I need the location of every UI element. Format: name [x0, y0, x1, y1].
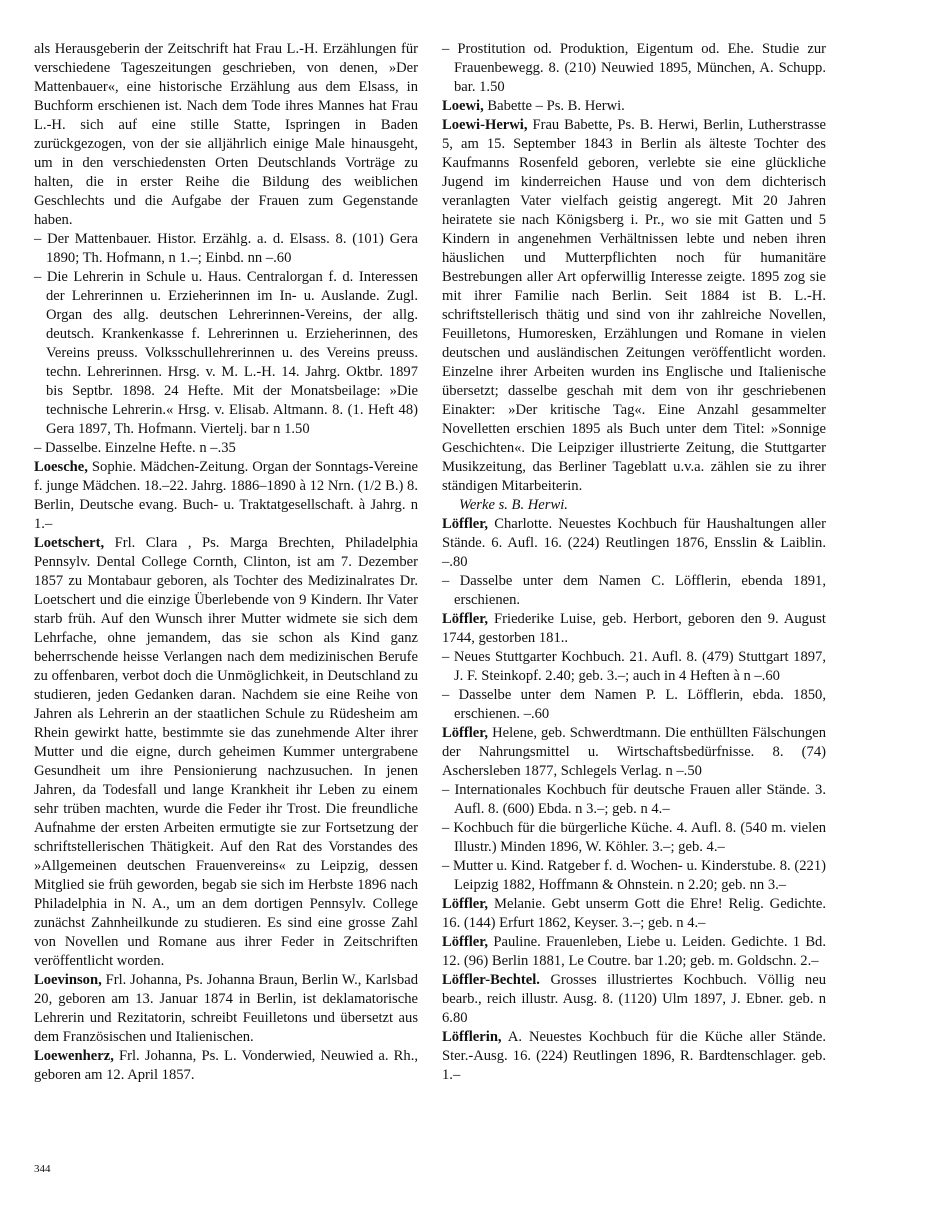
right-column	[442, 40, 826, 1085]
entry-head: Loetschert,	[34, 535, 105, 551]
sub-entry: – Dasselbe. Einzelne Hefte. n –.35	[34, 440, 236, 456]
entry-continuation: als Herausgeberin der Zeitschrift hat Frau L.-H. Erzählungen für verschiedene Tageszeitungen geschrieben, von denen, »Der Mattenbauer«, eine historische Erzählung aus dem Elsass, in Buchform erschienen ist. Nach dem Tode ihres Mannes hat Frau L.-H. sich auf eine stille Statte, Ispringen in Baden zurückgezogen, von der sie alljährlich einige Male hinausgeht, um in den verschiedensten Orten Deutschlands Vorträge zu halten, die in erster Reihe die Bildung des weiblichen Geschlechts und die Aufgabe der Frauen zum Gegenstande haben.	[34, 41, 418, 228]
entry-head: Loewenherz,	[34, 1048, 114, 1064]
entry	[442, 116, 826, 496]
page-number: 344	[34, 1163, 51, 1175]
entry-head: Löffler,	[442, 934, 489, 950]
sub-entry: – Prostitution od. Produktion, Eigentum od. Ehe. Studie zur Frauenbewegg. 8. (210) Neuwied 1895, München, A. Schupp. bar. 1.50	[442, 41, 826, 95]
sub-entry: – Neues Stuttgarter Kochbuch. 21. Aufl. 8. (479) Stuttgart 1897, J. F. Steinkopf. 2.40; geb. 3.–; auch in 4 Heften à n –.60	[442, 649, 826, 684]
sub-entry: – Kochbuch für die bürgerliche Küche. 4. Aufl. 8. (540 m. vielen Illustr.) Minden 1896, W. Köhler. 3.–; geb. 4.–	[442, 820, 826, 855]
entry	[34, 1047, 418, 1085]
entry	[442, 971, 826, 1028]
entry-head: Loesche,	[34, 459, 88, 475]
entry-head: Loevinson,	[34, 972, 102, 988]
entry-head: Löfflerin,	[442, 1029, 502, 1045]
sub-entry: – Dasselbe unter dem Namen P. L. Löfflerin, ebda. 1850, erschienen. –.60	[442, 687, 826, 722]
entry	[34, 458, 418, 534]
entry-text: Frau Babette, Ps. B. Herwi, Berlin, Lutherstrasse 5, am 15. September 1843 in Berlin als älteste Tochter des Kaufmanns Rosenfeld geboren, verlebte sie eine glückliche Jugend im kinderreichen Hause und von dem dichterisch veranlagten Vater vielfach geistig angeregt. Mit 20 Jahren heiratete sie nach Königsberg i. Pr., wo sie mit Gatten und 5 Kindern in angenehmen Verhältnissen lebte und neben ihren häuslichen und Mutterpflichten noch für humanitäre Bestrebungen aller Art opferwillig Interesse zeigte. 1895 zog sie mit ihrer Familie nach Berlin. Seit 1884 ist B. L.-H. schriftstellerisch thätig und sind von ihr zahlreiche Novellen, Feuilletons, Humoresken, Erzählungen und Romane in vielen deutschen und ausländischen Zeitungen veröffentlicht worden. Einzelne ihrer Arbeiten wurden ins Englische und Italienische übersetzt; dasselbe geschah mit dem von ihr geschriebenen Einakter: »Der kritische Tag«. Eine Anzahl gesammelter Novelletten erschien 1895 als Buch unter dem Titel: »Sonnige Geschichten«. Die Leipziger illustrierte Zeitung, die Stuttgarter Musikzeitung, das Berliner Tageblatt u.v.a. zählen sie zu ihrer ständigen Mitarbeiterin.	[442, 117, 826, 494]
entry	[34, 534, 418, 971]
entry	[442, 515, 826, 572]
entry	[442, 933, 826, 971]
entry-text: Babette – Ps. B. Herwi.	[487, 98, 625, 114]
sub-entry: – Mutter u. Kind. Ratgeber f. d. Wochen- u. Kinderstube. 8. (221) Leipzig 1882, Hoffmann & Ohnstein. n 2.20; geb. nn 3.–	[442, 858, 826, 893]
entry	[34, 971, 418, 1047]
entry	[442, 724, 826, 781]
entry-text: A. Neuestes Kochbuch für die Küche aller Stände. Ster.-Ausg. 16. (224) Reutlingen 1896, R. Bardtenschlager. geb. 1.–	[442, 1029, 826, 1083]
entry-head: Löffler,	[442, 725, 489, 741]
entry-text: Frl. Johanna, Ps. L. Vonderwied, Neuwied a. Rh., geboren am 12. April 1857.	[34, 1048, 418, 1083]
entry-head: Loewi-Herwi,	[442, 117, 528, 133]
entry-text: Friederike Luise, geb. Herbort, geboren den 9. August 1744, gestorben 181..	[442, 611, 826, 646]
entry-text: Helene, geb. Schwerdtmann. Die enthüllten Fälschungen der Nahrungsmittel u. Wirtschaftsbedürfnisse. 8. (74) Aschersleben 1877, Schlegels Verlag. n –.50	[442, 725, 826, 779]
entry-text: Frl. Clara , Ps. Marga Brechten, Philadelphia Pennsylv. Dental College Cornth, Clinton, ist am 7. Dezember 1857 zu Montabaur geboren, als Tochter des Medizinalrates Dr. Loetschert und die einzige Überlebende von 9 Kindern. Ihr Vater starb früh. Auf den Wunsch ihrer Mutter widmete sie sich dem Lehrfache, ohne jemandem, das sie schon als Kind ganz beherrschende heisse Verlangen nach dem medizinischen Berufe zu offenbaren, verbot doch die Unmöglichkeit, in Deutschland zu studieren, jeden Gedanken daran. Nachdem sie eine Reihe von Jahren als Lehrerin an der staatlichen Schule zu Rüdesheim am Rhein gewirkt hatte, bestimmte sie das zunehmende Alter ihrer Mutter und die eigne, durch geheimen Kummer untergrabene Gesundheit um ihre Pensionierung nachzusuchen. In jenen Jahren, da Todesfall und lange Krankheit ihr Leben zu einem sehr trüben machten, wurde die Feder ihr Trost. Die freundliche Aufnahme der ersten Arbeiten ermutigte sie zur Fortsetzung der schriftstellerischen Thätigkeit. Auf den Rat des Vorstandes des »Allgemeinen deutschen Frauenvereins« zu Leipzig, dessen Mitglied sie früh geworden, begab sie sich im Herbste 1896 nach Philadelphia in N. A., um an dem dortigen Pennsylv. College zunächst Zahnheilkunde zu studieren. Es sind eine grosse Zahl von Novellen und Romane aus ihrer Feder in Zeitschriften veröffentlicht worden.	[34, 535, 418, 969]
entry-head: Löffler,	[442, 516, 489, 532]
works-reference: Werke s. B. Herwi.	[459, 497, 568, 513]
entry-text: Pauline. Frauenleben, Liebe u. Leiden. Gedichte. 1 Bd. 12. (96) Berlin 1881, Le Coutre. bar 1.20; geb. m. Goldschn. 2.–	[442, 934, 826, 969]
entry-text: Melanie. Gebt unserm Gott die Ehre! Relig. Gedichte. 16. (144) Erfurt 1862, Keyser. 3.–; geb. n 4.–	[442, 896, 826, 931]
entry-head: Loewi,	[442, 98, 484, 114]
entry	[442, 1028, 826, 1085]
entry-head: Löffler,	[442, 611, 489, 627]
entry-text: Charlotte. Neuestes Kochbuch für Haushaltungen aller Stände. 6. Aufl. 16. (224) Reutlingen 1876, Ensslin & Laiblin. –.80	[442, 516, 826, 570]
sub-entry: – Der Mattenbauer. Histor. Erzählg. a. d. Elsass. 8. (101) Gera 1890; Th. Hofmann, n 1.–; Einbd. nn –.60	[34, 231, 418, 266]
entry-text: Sophie. Mädchen-Zeitung. Organ der Sonntags-Vereine f. junge Mädchen. 18.–22. Jahrg. 1886–1890 à 12 Nrn. (1/2 B.) 8. Berlin, Deutsche evang. Buch- u. Traktatgesellschaft. à Jahrg. n 1.–	[34, 459, 418, 532]
entry	[442, 97, 826, 116]
entry-text: Grosses illustriertes Kochbuch. Völlig neu bearb., reich illustr. Ausg. 8. (1120) Ulm 1897, J. Ebner. geb. n 6.80	[442, 972, 826, 1026]
entry-text: Frl. Johanna, Ps. Johanna Braun, Berlin W., Karlsbad 20, geboren am 13. Januar 1874 in Berlin, ist deklamatorische Lehrerin und Rezitatorin, schreibt Feuilletons und übersetzt aus dem Französischen und Italienischen.	[34, 972, 418, 1045]
entry-head: Löffler,	[442, 896, 489, 912]
left-column	[34, 40, 418, 1085]
entry-head: Löffler-Bechtel.	[442, 972, 540, 988]
sub-entry: – Internationales Kochbuch für deutsche Frauen aller Stände. 3. Aufl. 8. (600) Ebda. n 3.–; geb. n 4.–	[442, 782, 826, 817]
entry	[442, 895, 826, 933]
entry	[442, 610, 826, 648]
sub-entry: – Die Lehrerin in Schule u. Haus. Centralorgan f. d. Interessen der Lehrerinnen u. Erzieherinnen im In- u. Auslande. Zugl. Organ des allg. deutschen Lehrerinnen-Vereins, der allg. deutsch. Krankenkasse f. Lehrerinnen u. Erzieherinnen, des Vereins preuss. Volksschullehrerinnen u. des Vereins preuss. techn. Lehrerinnen. Hrsg. v. M. L.-H. 14. Jahrg. Oktbr. 1897 bis Septbr. 1898. 24 Hefte. Mit der Monatsbeilage: »Die technische Lehrerin.« Hrsg. v. Elisab. Altmann. 8. (1. Heft 48) Gera 1897, Th. Hofmann. Viertelj. bar n 1.50	[34, 269, 418, 437]
sub-entry: – Dasselbe unter dem Namen C. Löfflerin, ebenda 1891, erschienen.	[442, 573, 826, 608]
